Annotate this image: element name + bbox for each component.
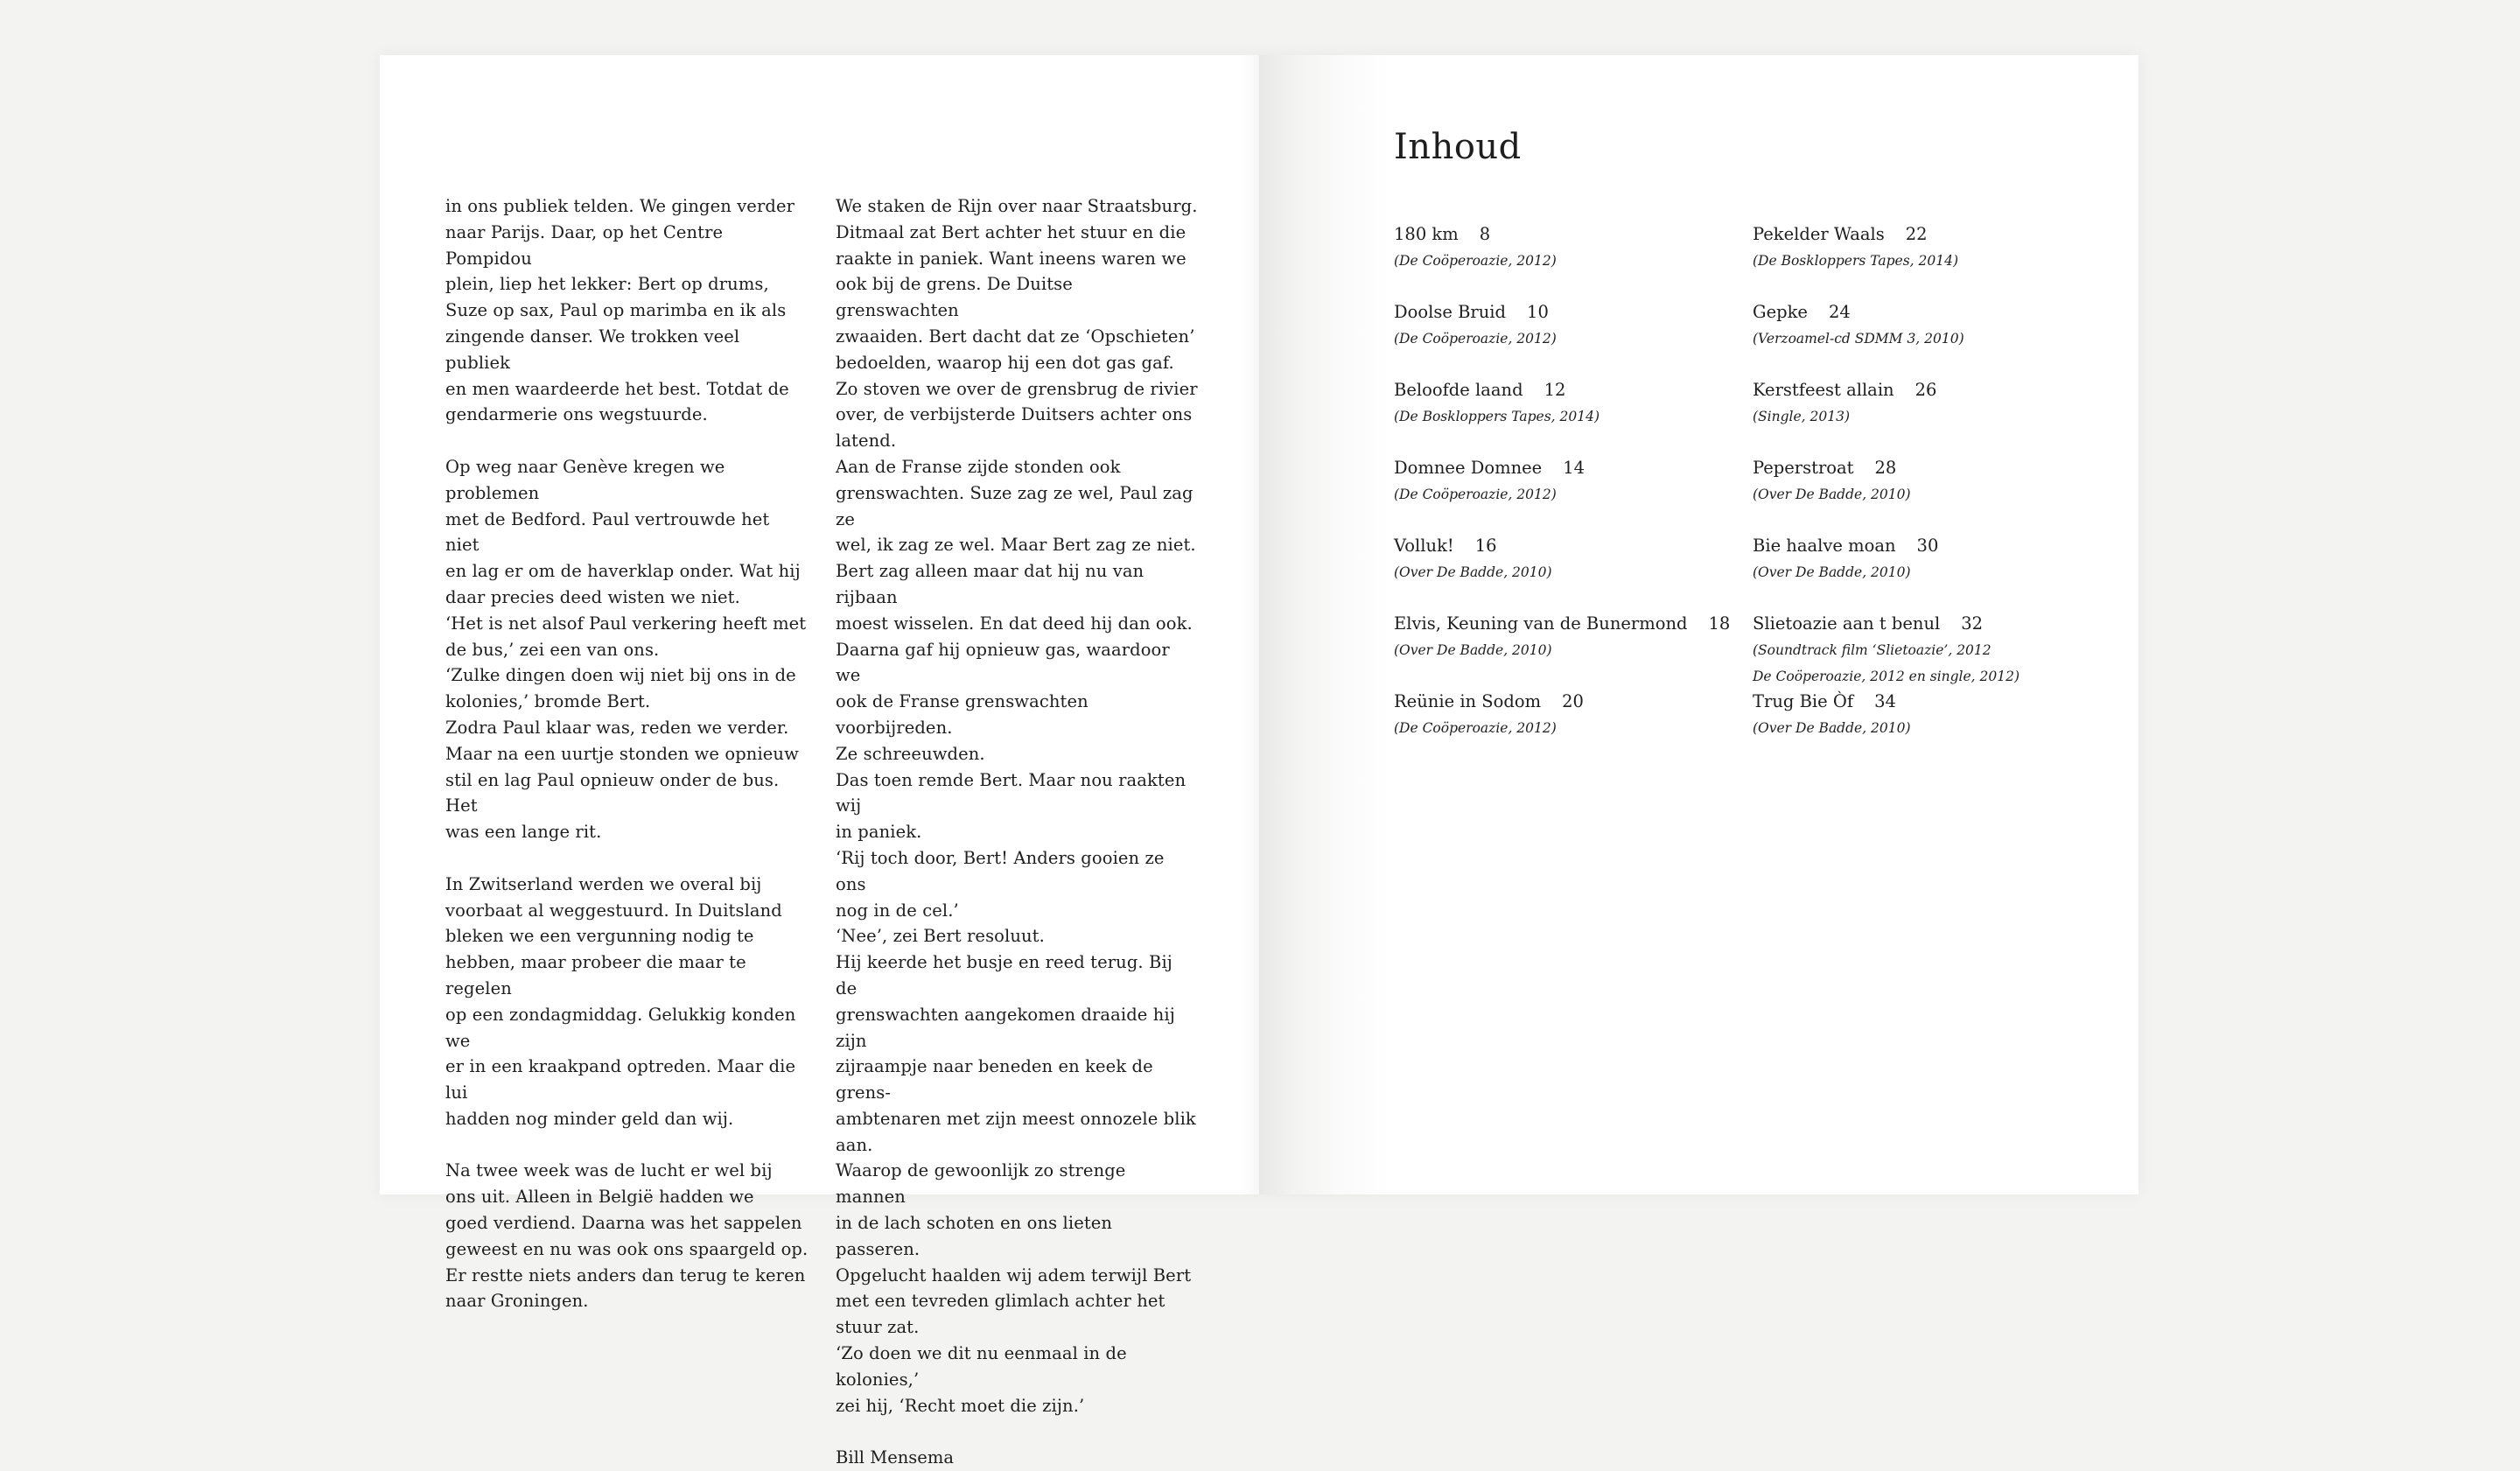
- text-line: hebben, maar probeer die maar te regelen: [445, 952, 746, 998]
- toc-entry[interactable]: [1394, 533, 1730, 611]
- toc-song-line: [1394, 377, 1730, 403]
- toc-song-title: Kerstfeest allain: [1753, 380, 1894, 400]
- text-line: Hij keerde het busje en reed terug. Bij de: [836, 952, 1172, 998]
- text-line: Daarna gaf hij opnieuw gas, waardoor we: [836, 639, 1170, 686]
- toc-entry[interactable]: [1394, 455, 1730, 533]
- toc-song-title: Bie haalve moan: [1753, 536, 1896, 556]
- book-spread: [380, 55, 2138, 1468]
- toc-page-number: 20: [1562, 691, 1584, 711]
- text-line: ook de Franse grenswachten voorbijreden.: [836, 691, 1088, 738]
- toc-song-line: [1753, 611, 2020, 637]
- left-page: [380, 55, 1259, 1468]
- toc-page-number: 10: [1527, 302, 1549, 322]
- toc-release-note: (De Coöperoazie, 2012): [1394, 720, 1557, 736]
- text-line: stuur zat.: [836, 1317, 920, 1338]
- toc-release-note: (De Coöperoazie, 2012): [1394, 331, 1557, 347]
- text-line: met de Bedford. Paul vertrouwde het niet: [445, 508, 770, 556]
- toc-song-line: [1753, 377, 2020, 403]
- text-line: Das toen remde Bert. Maar nou raakten wij: [836, 769, 1186, 816]
- toc-song-line: [1394, 455, 1730, 481]
- toc-column-1: [1394, 221, 1730, 767]
- toc-entry[interactable]: [1753, 299, 2020, 377]
- toc-song-line: [1394, 689, 1730, 715]
- toc-song-title: Peperstroat: [1753, 458, 1854, 478]
- paragraph-gap: [836, 1418, 1199, 1445]
- text-line: ‘Rij toch door, Bert! Anders gooien ze ons: [836, 847, 1165, 894]
- toc-release-note: (Single, 2013): [1753, 409, 1851, 424]
- text-line: grenswachten. Suze zag ze wel, Paul zag ze: [836, 482, 1194, 529]
- toc-song-line: [1753, 689, 2020, 715]
- text-line: in ons publiek telden. We gingen verder: [445, 196, 795, 216]
- toc-song-title: Beloofde laand: [1394, 380, 1523, 400]
- text-line: ‘Zulke dingen doen wij niet bij ons in de: [445, 665, 796, 686]
- text-line: wel, ik zag ze wel. Maar Bert zag ze niet.: [836, 535, 1196, 556]
- toc-page-number: 28: [1874, 458, 1897, 478]
- toc-page-number: 16: [1474, 536, 1497, 556]
- text-line: Aan de Franse zijde stonden ook: [836, 456, 1121, 477]
- text-line: bleken we een vergunning nodig te: [445, 926, 754, 947]
- text-line: ‘Nee’, zei Bert resoluut.: [836, 926, 1045, 947]
- text-line: raakte in paniek. Want ineens waren we: [836, 248, 1186, 269]
- paragraph: [445, 193, 808, 428]
- toc-song-title: Domnee Domnee: [1394, 458, 1543, 478]
- toc-column-2: [1753, 221, 2020, 767]
- toc-page-number: 30: [1916, 536, 1939, 556]
- text-line: Er restte niets anders dan terug te keren: [445, 1264, 806, 1285]
- toc-song-title: 180 km: [1394, 224, 1459, 244]
- text-line: hadden nog minder geld dan wij.: [445, 1108, 734, 1129]
- toc-page-number: 26: [1914, 380, 1937, 400]
- text-line: in paniek.: [836, 822, 922, 843]
- text-line: geweest en nu was ook ons spaargeld op.: [445, 1238, 808, 1259]
- paragraph: [445, 454, 808, 845]
- toc-page-number: 14: [1563, 458, 1586, 478]
- text-line: in de lach schoten en ons lieten passeren.: [836, 1213, 1113, 1259]
- toc-page-number: 34: [1874, 691, 1896, 711]
- text-line: aan.: [836, 1134, 873, 1155]
- paragraph-gap: [445, 845, 808, 872]
- text-line: daar precies deed wisten we niet.: [445, 586, 740, 607]
- paragraph-gap: [445, 1132, 808, 1159]
- text-line: We staken de Rijn over naar Straatsburg.: [836, 196, 1198, 216]
- toc-entry[interactable]: [1753, 221, 2020, 299]
- toc-song-line: [1753, 533, 2020, 559]
- text-column-2: [836, 193, 1199, 1471]
- text-line: latend.: [836, 431, 897, 452]
- toc-release-note: (De Boskloppers Tapes, 2014): [1394, 409, 1600, 424]
- paragraph: [445, 1158, 808, 1314]
- toc-release-note: (Over De Badde, 2010): [1753, 564, 1911, 580]
- toc-page-number: 32: [1961, 613, 1984, 634]
- author-signature: Bill Mensema: [836, 1447, 954, 1468]
- text-line: Suze op sax, Paul op marimba en ik als: [445, 300, 787, 321]
- text-line: Ditmaal zat Bert achter het stuur en die: [836, 221, 1186, 242]
- toc-entry[interactable]: [1394, 299, 1730, 377]
- paragraph: [836, 193, 1199, 1418]
- toc-entry[interactable]: [1394, 689, 1730, 767]
- toc-page-number: 12: [1544, 380, 1566, 400]
- text-line: met een tevreden glimlach achter het: [836, 1291, 1166, 1312]
- toc-song-title: Reünie in Sodom: [1394, 691, 1542, 711]
- gutter-shadow: [1240, 55, 1259, 1194]
- text-line: goed verdiend. Daarna was het sappelen: [445, 1213, 802, 1234]
- text-line: zei hij, ‘Recht moet die zijn.’: [836, 1395, 1085, 1416]
- toc-song-title: Pekelder Waals: [1753, 224, 1885, 244]
- toc-release-note: (De Coöperoazie, 2012): [1394, 253, 1557, 269]
- toc-release-note: (Over De Badde, 2010): [1753, 720, 1911, 736]
- text-line: Zodra Paul klaar was, reden we verder.: [445, 717, 789, 738]
- text-line: voorbaat al weggestuurd. In Duitsland: [445, 900, 782, 921]
- text-line: ‘Het is net alsof Paul verkering heeft met: [445, 613, 807, 634]
- toc-entry[interactable]: [1753, 455, 2020, 533]
- text-line: en men waardeerde het best. Totdat de: [445, 378, 789, 399]
- toc-song-title: Slietoazie aan t benul: [1753, 613, 1941, 634]
- toc-song-line: [1753, 299, 2020, 326]
- text-line: er in een kraakpand optreden. Maar die lui: [445, 1056, 796, 1103]
- toc-page-number: 22: [1905, 224, 1928, 244]
- text-line: kolonies,’ bromde Bert.: [445, 691, 651, 712]
- text-line: Waarop de gewoonlijk zo strenge mannen: [836, 1160, 1126, 1208]
- toc-song-line: [1753, 221, 2020, 248]
- text-line: zijraampje naar beneden en keek de grens-: [836, 1056, 1153, 1103]
- text-line: Na twee week was de lucht er wel bij: [445, 1160, 773, 1181]
- toc-song-line: [1394, 299, 1730, 326]
- text-line: over, de verbijsterde Duitsers achter ons: [836, 404, 1193, 425]
- text-line: ‘Zo doen we dit nu eenmaal in de kolonies,’: [836, 1343, 1127, 1390]
- text-line: de bus,’ zei een van ons.: [445, 639, 660, 660]
- text-line: In Zwitserland werden we overal bij: [445, 873, 762, 894]
- text-line: op een zondagmiddag. Gelukkig konden we: [445, 1004, 796, 1051]
- toc-entry[interactable]: [1394, 611, 1730, 689]
- text-line: Zo stoven we over de grensbrug de rivier: [836, 378, 1198, 399]
- paragraph: [445, 872, 808, 1132]
- toc-entry[interactable]: [1753, 377, 2020, 455]
- toc-page-number: 24: [1828, 302, 1851, 322]
- toc-song-title: Gepke: [1753, 302, 1808, 322]
- text-line: Maar na een uurtje stonden we opnieuw: [445, 743, 799, 764]
- text-line: ons uit. Alleen in België hadden we: [445, 1187, 754, 1208]
- toc-entry[interactable]: [1394, 377, 1730, 455]
- toc-release-note: (Over De Badde, 2010): [1394, 564, 1552, 580]
- text-line: Bert zag alleen maar dat hij nu van rijbaan: [836, 561, 1144, 607]
- text-line: plein, liep het lekker: Bert op drums,: [445, 274, 769, 295]
- toc-title: Inhoud: [1394, 127, 1522, 167]
- toc-song-title: Elvis, Keuning van de Bunermond: [1394, 613, 1688, 634]
- toc-song-line: [1394, 533, 1730, 559]
- toc-entry[interactable]: [1753, 689, 2020, 767]
- text-line: stil en lag Paul opnieuw onder de bus. Het: [445, 769, 780, 816]
- toc-entry[interactable]: [1753, 611, 2020, 689]
- toc-release-note: (Over De Badde, 2010): [1394, 642, 1552, 658]
- text-line: zingende danser. We trokken veel publiek: [445, 326, 740, 373]
- right-page: [1259, 55, 2138, 1194]
- toc-song-title: Volluk!: [1394, 536, 1454, 556]
- text-line: moest wisselen. En dat deed hij dan ook.: [836, 613, 1193, 634]
- text-line: was een lange rit.: [445, 822, 602, 843]
- text-line: ook bij de grens. De Duitse grenswachten: [836, 274, 1073, 321]
- paragraph-gap: [445, 428, 808, 454]
- toc-song-title: Trug Bie Òf: [1753, 691, 1854, 711]
- toc-release-note: De Coöperoazie, 2012 en single, 2012): [1753, 669, 2020, 684]
- text-line: Op weg naar Genève kregen we problemen: [445, 456, 725, 503]
- toc-release-note: (De Boskloppers Tapes, 2014): [1753, 253, 1959, 269]
- toc-song-title: Doolse Bruid: [1394, 302, 1507, 322]
- toc-entry[interactable]: [1394, 221, 1730, 299]
- toc-entry[interactable]: [1753, 533, 2020, 611]
- toc-release-note: (De Coöperoazie, 2012): [1394, 487, 1557, 502]
- toc-page-number: 8: [1479, 224, 1491, 244]
- text-line: gendarmerie ons wegstuurde.: [445, 404, 708, 425]
- text-line: ambtenaren met zijn meest onnozele blik: [836, 1108, 1196, 1129]
- text-line: Ze schreeuwden.: [836, 743, 985, 764]
- toc-song-line: [1394, 611, 1730, 637]
- text-line: en lag er om de haverklap onder. Wat hij: [445, 561, 801, 582]
- text-column-1: [445, 193, 808, 1314]
- text-line: bedoelden, waarop hij een dot gas gaf.: [836, 352, 1174, 373]
- toc-release-note: (Over De Badde, 2010): [1753, 487, 1911, 502]
- text-line: grenswachten aangekomen draaide hij zijn: [836, 1004, 1175, 1051]
- text-line: naar Groningen.: [445, 1291, 589, 1312]
- toc-release-note: (Verzoamel-cd SDMM 3, 2010): [1753, 331, 1964, 347]
- toc-song-line: [1753, 455, 2020, 481]
- toc-song-line: [1394, 221, 1730, 248]
- toc-release-note: (Soundtrack film ‘Slietoazie’, 2012: [1753, 642, 1992, 658]
- toc-page-number: 18: [1708, 613, 1731, 634]
- text-line: zwaaiden. Bert dacht dat ze ‘Opschieten’: [836, 326, 1195, 347]
- text-line: naar Parijs. Daar, op het Centre Pompidou: [445, 221, 724, 269]
- text-line: nog in de cel.’: [836, 900, 959, 921]
- text-line: Opgelucht haalden wij adem terwijl Bert: [836, 1264, 1192, 1285]
